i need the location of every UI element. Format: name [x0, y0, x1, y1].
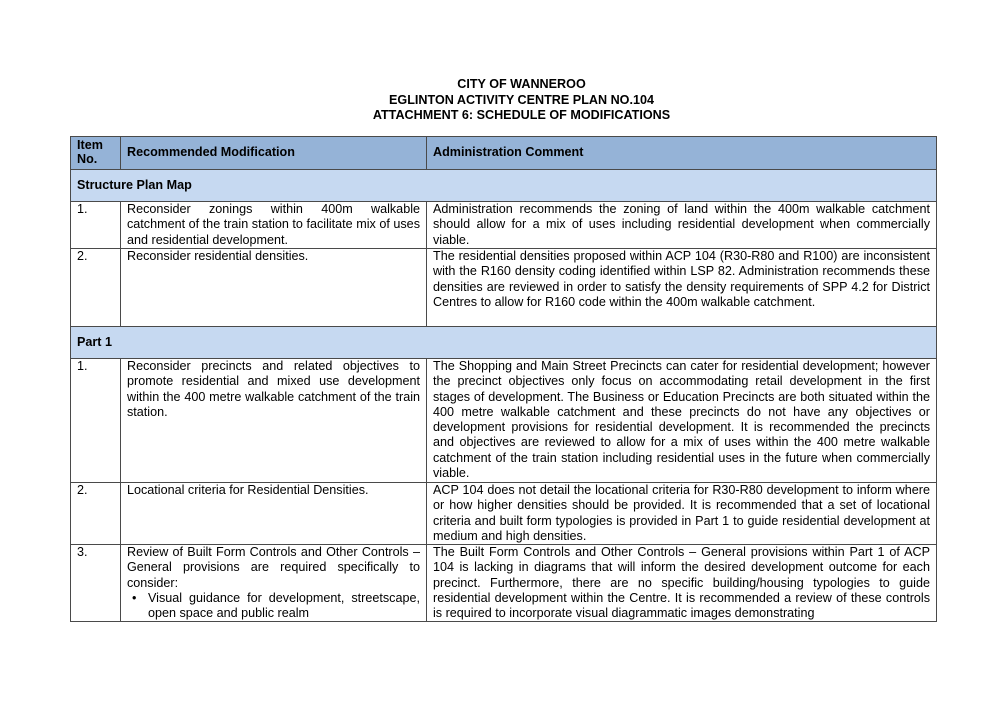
recommended-modification-cell [121, 545, 427, 622]
document-heading [0, 77, 1000, 124]
item-number: 2. [71, 249, 121, 327]
recommended-modification: Locational criteria for Residential Densities. [121, 483, 427, 545]
item-number: 1. [71, 359, 121, 483]
administration-comment-cell [427, 545, 937, 622]
table-row [71, 545, 937, 622]
section-row [71, 170, 937, 202]
section-title-structure-plan-map: Structure Plan Map [71, 170, 937, 202]
column-header-comment: Administration Comment [427, 137, 937, 170]
administration-comment: The Built Form Controls and Other Controls – General provisions within Part 1 of ACP 104 is lacking in diagrams that will inform the desired development outcome for each precinct. Furthermore, there are no specific building/housing typologies to guide residential development within the Centre. It is recommended a review of these controls is required to incorporate visual diagrammatic images demonstrating [433, 545, 930, 621]
column-header-modification: Recommended Modification [121, 137, 427, 170]
modification-bullet-list [127, 591, 420, 621]
administration-comment: The residential densities proposed within ACP 104 (R30-R80 and R100) are inconsistent with the R160 density coding identified within LSP 82. Administration recommends these densities are reviewed in order to satisfy the density requirements of SPP 4.2 for District Centres to allow for R160 code within the 400m walkable catchment. [427, 249, 937, 327]
column-header-item-no: Item No. [71, 137, 121, 170]
recommended-modification: Reconsider residential densities. [121, 249, 427, 327]
table-header-row [71, 137, 937, 170]
item-number: 3. [71, 545, 121, 622]
heading-attachment: ATTACHMENT 6: SCHEDULE OF MODIFICATIONS [372, 108, 671, 122]
heading-city: CITY OF WANNEROO [457, 77, 586, 91]
list-item: • Visual guidance for development, streetscape, open space and public realm [148, 591, 420, 621]
administration-comment: ACP 104 does not detail the locational criteria for R30-R80 development to inform where or how higher densities should be provided. It is recommended that a set of locational criteria and built form typologies is provided in Part 1 to guide residential development at medium and high densities. [427, 483, 937, 545]
table-row [71, 202, 937, 249]
heading-plan: EGLINTON ACTIVITY CENTRE PLAN NO.104 [389, 92, 654, 107]
table-row [71, 249, 937, 327]
item-number: 2. [71, 483, 121, 545]
table-row [71, 483, 937, 545]
administration-comment: Administration recommends the zoning of land within the 400m walkable catchment should allow for a mix of uses including residential development when commercially viable. [427, 202, 937, 249]
administration-comment: The Shopping and Main Street Precincts can cater for residential development; however the precinct objectives only focus on accommodating retail development in the first stages of development. The Business or Education Precincts are both situated within the 400 metre walkable catchment and these precincts do not have any objectives or development provisions for residential development. It is recommended the precincts and objectives are reviewed to allow for a mix of uses within the 400 metre walkable catchment of the train station including residential uses in the future when commercially viable. [427, 359, 937, 483]
table-row [71, 359, 937, 483]
section-row [71, 327, 937, 359]
recommended-modification: Reconsider precincts and related objectives to promote residential and mixed use development within the 400 metre walkable catchment of the train station. [121, 359, 427, 483]
recommended-modification: Review of Built Form Controls and Other Controls – General provisions are required specifically to consider: [127, 545, 420, 590]
modifications-table [70, 136, 937, 622]
recommended-modification: Reconsider zonings within 400m walkable catchment of the train station to facilitate mix of uses and residential development. [121, 202, 427, 249]
section-title-part-1: Part 1 [71, 327, 937, 359]
item-number: 1. [71, 202, 121, 249]
